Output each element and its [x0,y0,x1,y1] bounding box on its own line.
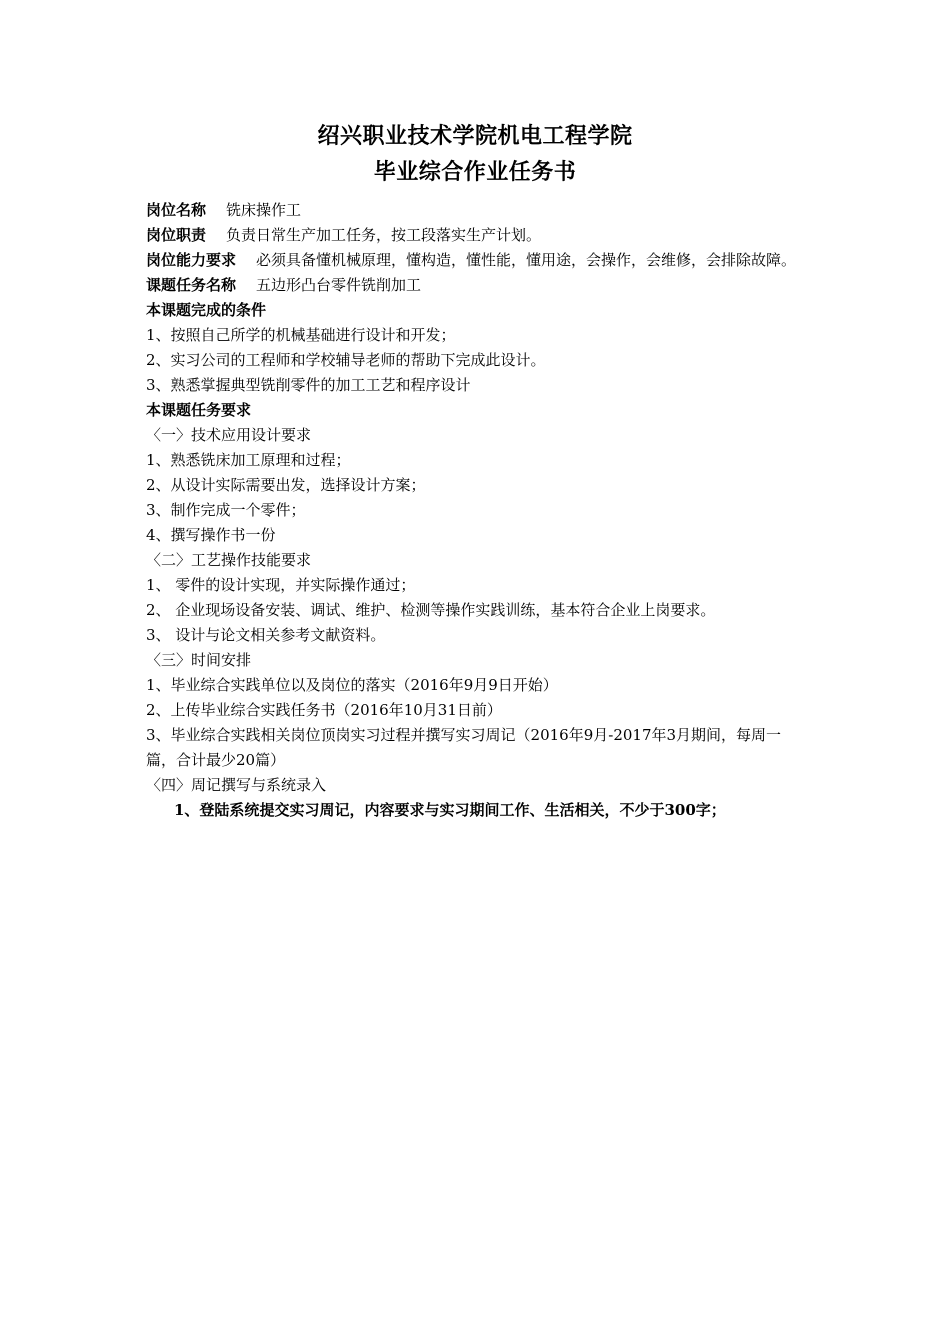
skill-item: 1、 零件的设计实现，并实际操作通过； [146,576,416,594]
schedule-item: 2、上传毕业综合实践任务书（2016年10月31日前） [146,701,502,719]
post-ability-value: 必须具备懂机械原理，懂构造，懂性能，懂用途，会操作，会维修，会排除故障。 [256,251,797,269]
post-duty-value: 负责日常生产加工任务，按工段落实生产计划。 [226,226,542,244]
conditions-heading: 本课题完成的条件 [146,301,267,319]
journal-item: 1、登陆系统提交实习周记，内容要求与实习期间工作、生活相关，不少于300字； [174,801,726,819]
task-name-label: 课题任务名称 [146,276,237,294]
design-item: 2、从设计实际需要出发，选择设计方案； [146,476,426,494]
post-duty-label: 岗位职责 [146,226,207,244]
field-post-name [146,198,811,223]
post-name-label: 岗位名称 [146,201,207,219]
title-college: 绍兴职业技术学院机电工程学院 [317,123,633,149]
condition-item: 1、按照自己所学的机械基础进行设计和开发； [146,326,456,344]
schedule-item: 3、毕业综合实践相关岗位顶岗实习过程并撰写实习周记（2016年9月-2017年3月期间，每周一篇，合计最少20篇） [146,726,782,769]
design-item: 3、制作完成一个零件； [146,501,306,519]
section-title-skills: 〈二〉工艺操作技能要求 [146,551,312,569]
skill-item: 3、 设计与论文相关参考文献资料。 [146,626,386,644]
title-assignment: 毕业综合作业任务书 [373,159,577,185]
schedule-item: 1、毕业综合实践单位以及岗位的落实（2016年9月9日开始） [146,676,558,694]
section-title-journal: 〈四〉周记撰写与系统录入 [146,776,327,794]
section-title-design: 〈一〉技术应用设计要求 [146,426,312,444]
design-item: 4、撰写操作书一份 [146,526,276,544]
requirements-heading: 本课题任务要求 [146,401,252,419]
document-body [146,198,811,823]
condition-item: 2、实习公司的工程师和学校辅导老师的帮助下完成此设计。 [146,351,546,369]
field-post-duty [146,223,811,248]
task-name-value: 五边形凸台零件铣削加工 [256,276,422,294]
section-title-schedule: 〈三〉时间安排 [146,651,252,669]
post-name-value: 铣床操作工 [226,201,302,219]
condition-item: 3、熟悉掌握典型铣削零件的加工工艺和程序设计 [146,376,471,394]
skill-item: 2、 企业现场设备安装、调试、维护、检测等操作实践训练，基本符合企业上岗要求。 [146,601,716,619]
design-item: 1、熟悉铣床加工原理和过程； [146,451,351,469]
document-title [0,118,950,190]
field-task-name [146,273,811,298]
field-post-ability [146,248,811,273]
post-ability-label: 岗位能力要求 [146,251,237,269]
